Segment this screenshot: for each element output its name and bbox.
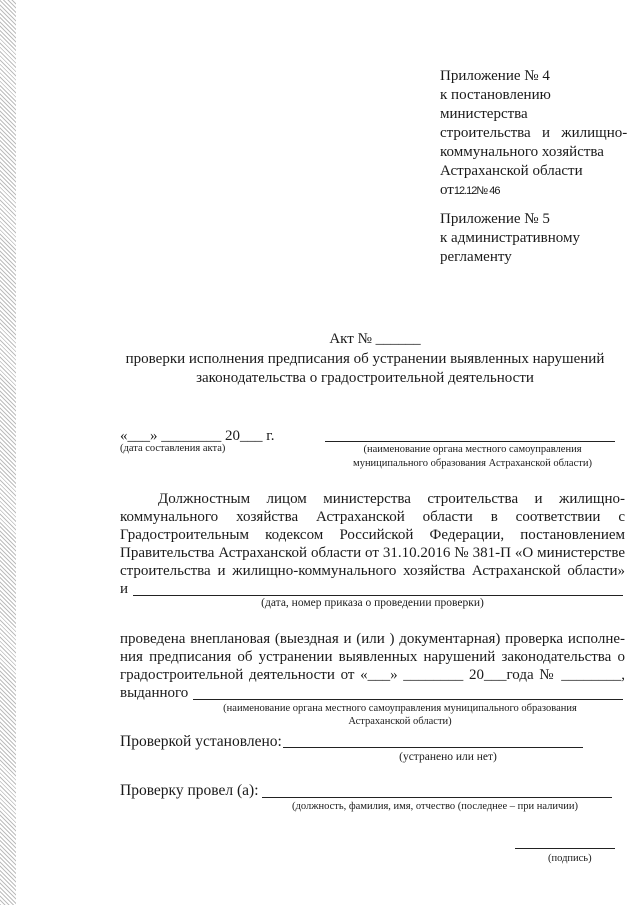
appendix-4-line: Астраханской области: [440, 163, 583, 179]
appendix-4-line: строительства и жилищно-: [440, 125, 628, 141]
paragraph-inspector-basis: [120, 490, 625, 580]
inspector-line: [262, 797, 612, 798]
date-prefix: от: [440, 182, 454, 198]
paragraph-line: коммунального хозяйства Астраханской области в соответствии с: [120, 509, 625, 525]
paragraph-line: проведена внеплановая (выездная и (или ) документарная) проверка исполне-: [120, 631, 625, 647]
appendix-4-line: к постановлению: [440, 87, 551, 103]
paragraph-line: Должностным лицом министерства строительства и жилищно-: [158, 491, 625, 507]
paragraph-inspection: [120, 630, 625, 684]
act-date-field: «___» ________ 20___ г.: [120, 428, 275, 444]
paragraph-line: Правительства Астраханской области от 31.10.2016 № 381-П «О министерстве: [120, 545, 625, 561]
appendix-5-line: регламенту: [440, 249, 512, 265]
appendix-4-line: министерства: [440, 106, 528, 122]
signature-line: [515, 848, 615, 849]
org-caption-line-2: муниципального образования Астраханской области): [353, 458, 592, 469]
paragraph-conjunction: и: [120, 581, 129, 597]
established-caption: (устранено или нет): [399, 751, 497, 763]
appendix-5-line: к административному: [440, 230, 580, 246]
org-caption-line-1: (наименование органа местного самоуправления: [363, 444, 582, 455]
appendix-4-title: Приложение № 4: [440, 68, 550, 84]
scan-edge: [0, 0, 16, 905]
issued-by-label: выданного: [120, 685, 189, 701]
act-title-line-1: проверки исполнения предписания об устранении выявленных нарушений: [125, 351, 605, 367]
paragraph-line: строительства и жилищно-коммунального хозяйства Астраханской области»: [120, 563, 625, 579]
act-number-heading: Акт № ______: [329, 331, 421, 347]
paragraph-line: Градостроительным кодексом Российской Федерации, постановлением: [120, 527, 625, 543]
appendix-4-date-line: [440, 181, 499, 200]
issuing-org-caption-2: Астраханской области): [348, 716, 452, 727]
established-label: Проверкой установлено:: [120, 733, 282, 750]
order-caption: (дата, номер приказа о проведении проверки): [261, 597, 484, 609]
issuing-org-caption-1: (наименование органа местного самоуправления муниципального образования: [223, 703, 577, 714]
paragraph-line: градостроительной деятельности от «___» ________ 20___года № ________,: [120, 667, 625, 683]
inspector-label: Проверку провел (а):: [120, 782, 259, 799]
act-date-caption: (дата составления акта): [120, 443, 226, 454]
handwritten-date-number: 12.12№ 46: [453, 185, 500, 197]
appendix-4-line: коммунального хозяйства: [440, 144, 604, 160]
issuing-org-line: [193, 699, 623, 700]
signature-caption: (подпись): [548, 853, 592, 864]
paragraph-line: ния предписания об устранении выявленных нарушений законодательства о: [120, 649, 625, 665]
established-line: [283, 747, 583, 748]
appendix-5-title: Приложение № 5: [440, 211, 550, 227]
act-title-line-2: законодательства о градостроительной деятельности: [196, 370, 534, 386]
order-line: [133, 595, 623, 596]
org-name-line: [325, 441, 615, 442]
inspector-caption: (должность, фамилия, имя, отчество (последнее – при наличии): [292, 801, 578, 812]
